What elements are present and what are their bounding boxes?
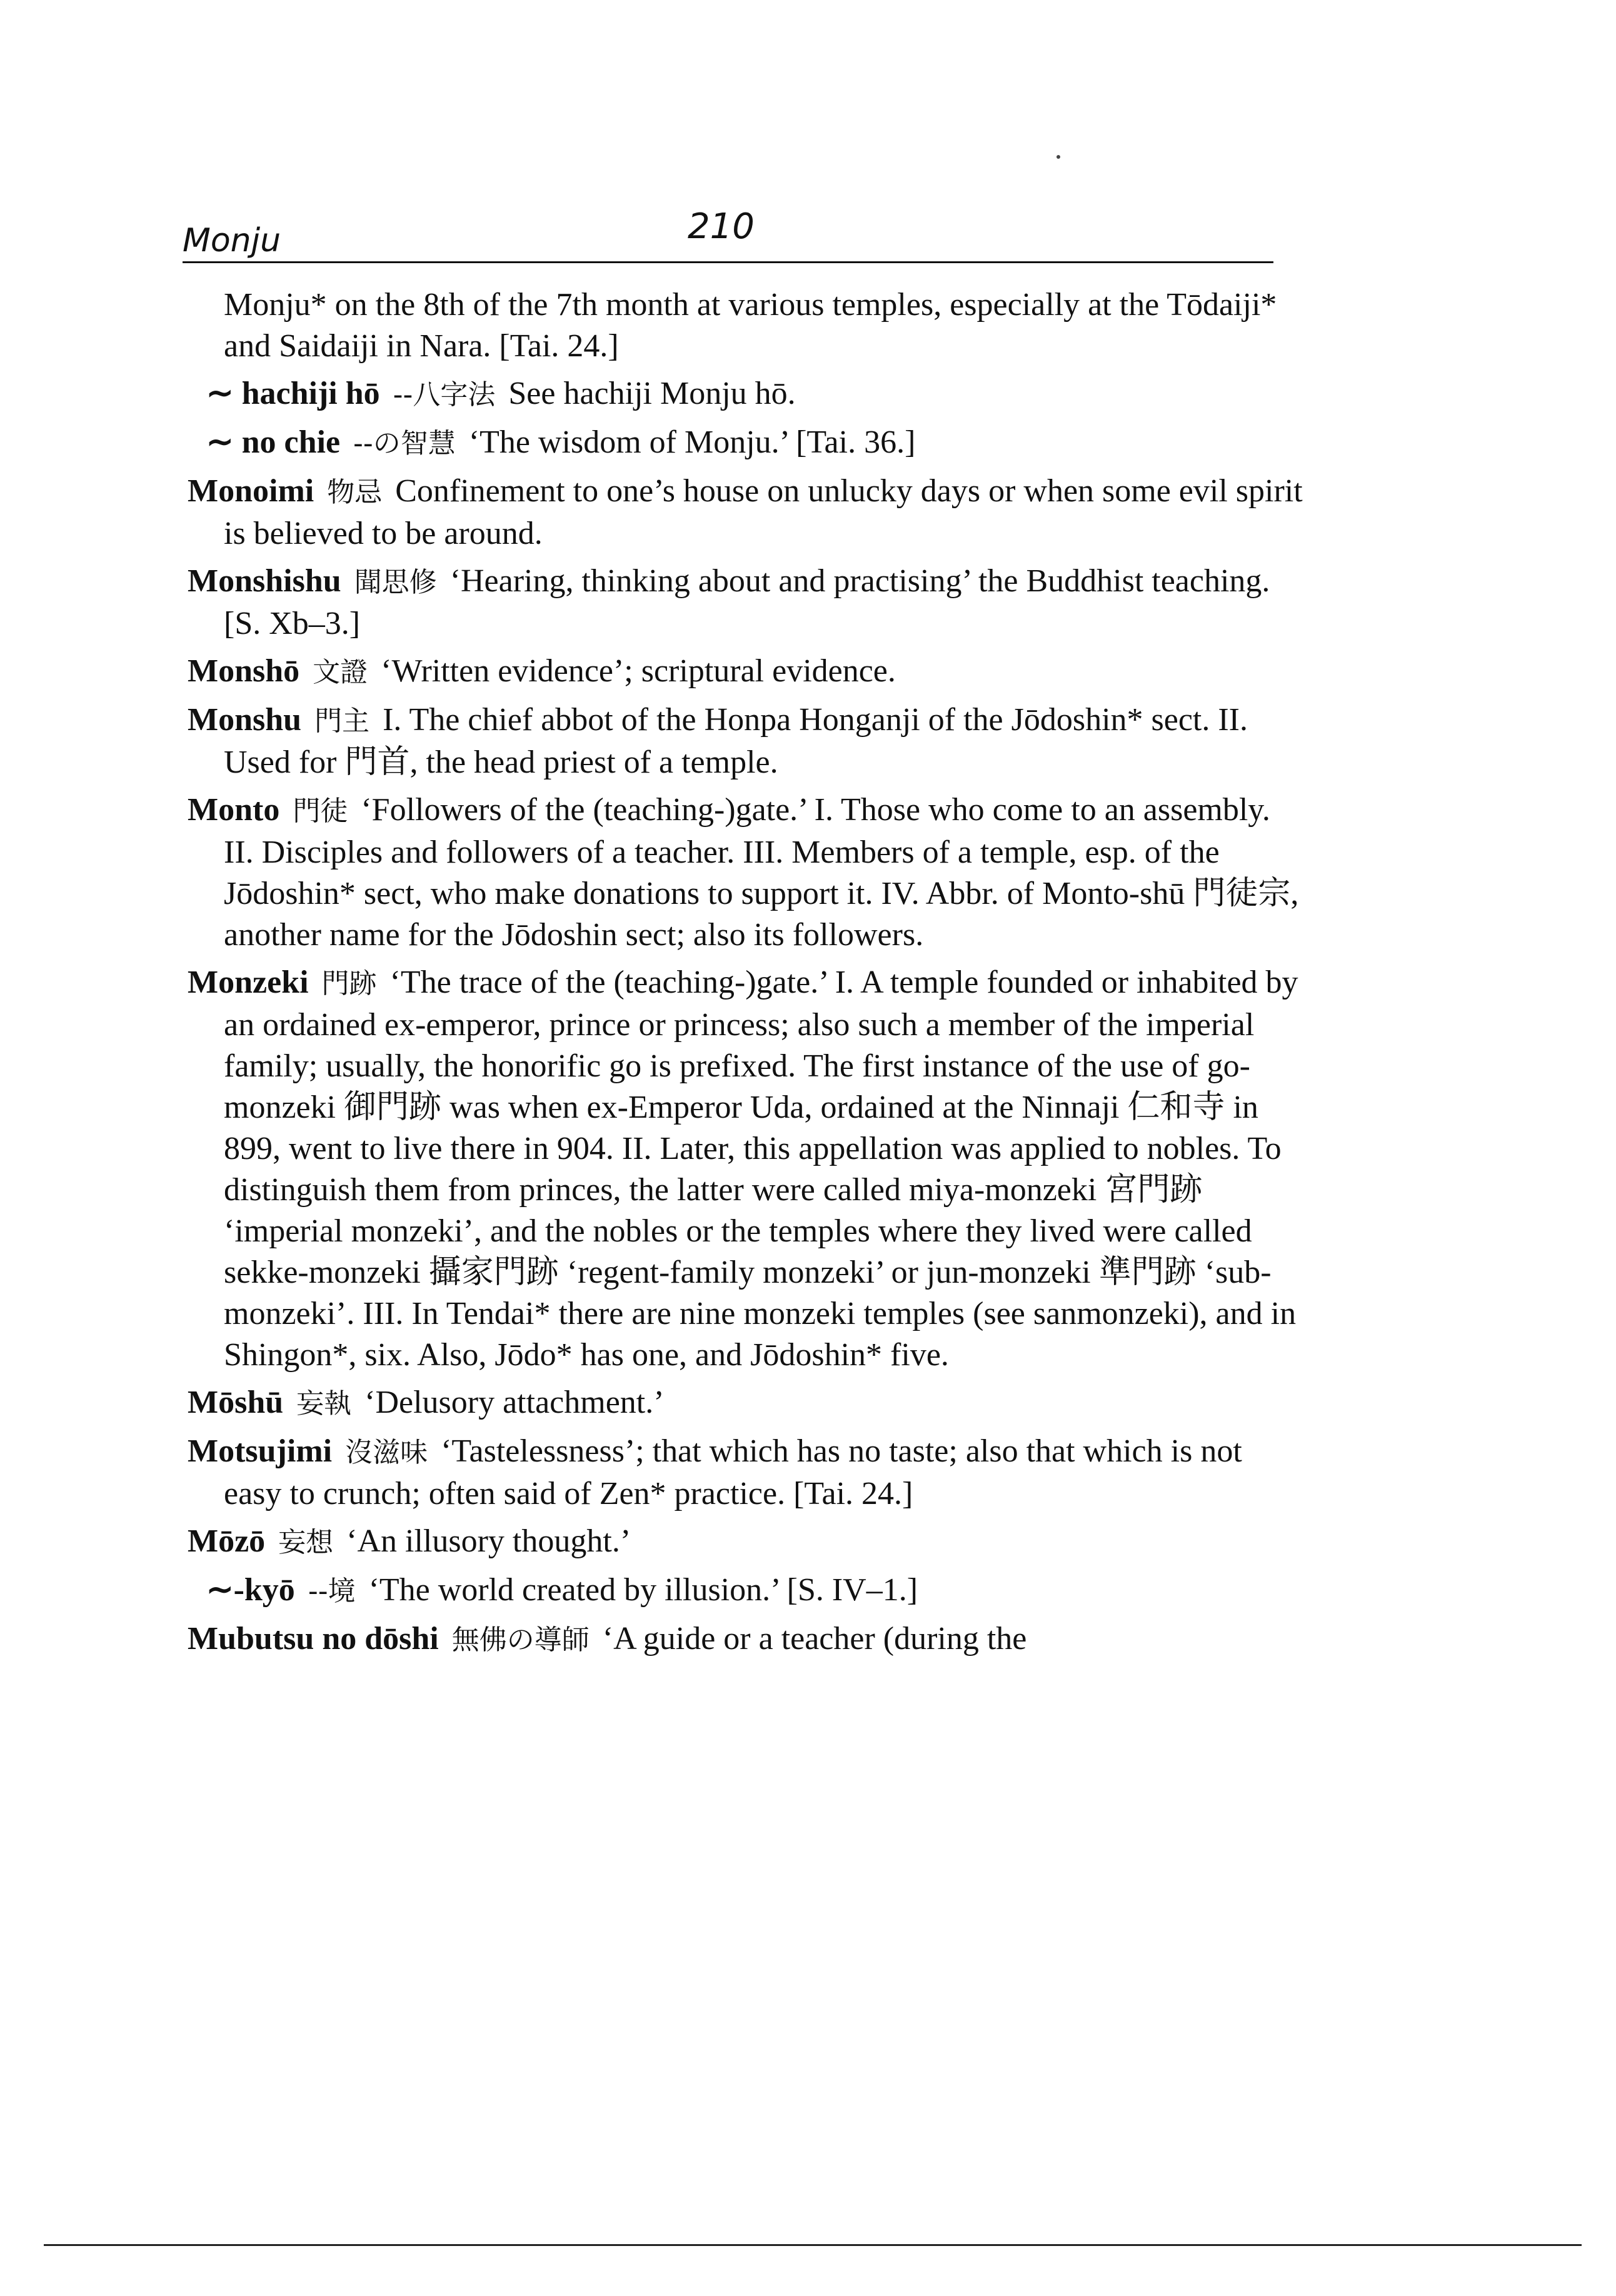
entry-kanji: 妄執 (296, 1388, 352, 1420)
entry-kanji: 無佛の導師 (451, 1624, 590, 1656)
entry-mozo-kyo (188, 1570, 1307, 1612)
entry-kanji: --の智慧 (353, 428, 456, 459)
entry-headword: Mubutsu no dōshi (188, 1621, 439, 1657)
entry-text: ‘Tastelessness’; that which has no taste; also that which is not easy to crunch; often said of Zen* practice. [Tai. 24.] (224, 1433, 1242, 1511)
entry-monto (188, 790, 1307, 956)
entry-kanji: 門主 (314, 705, 370, 737)
entry-headword: Monzeki (188, 965, 309, 1000)
entry-headword: Mōzō (188, 1523, 266, 1559)
entry-headword: Motsujimi (188, 1433, 333, 1469)
entry-headword: Monshishu (188, 563, 341, 599)
entry-text: ‘A guide or a teacher (during the (602, 1621, 1027, 1657)
entry-motsujimi (188, 1431, 1307, 1515)
entry-headword: Monoimi (188, 473, 314, 509)
entry-text: ‘Hearing, thinking about and practising’ the Buddhist teaching. [S. Xb–3.] (224, 563, 1270, 641)
entry-kanji: 沒滋味 (345, 1436, 428, 1468)
entry-mozo (188, 1521, 1307, 1563)
entry-kanji: 門徒 (293, 795, 348, 827)
entry-monzeki (188, 962, 1307, 1376)
entry-kanji: 門跡 (321, 968, 377, 1000)
entry-headword: Mōshū (188, 1385, 284, 1420)
entry-monshishu (188, 561, 1307, 644)
entry-kanji: --境 (308, 1575, 356, 1607)
entry-kanji: 聞思修 (354, 566, 437, 598)
entry-headword: Monshō (188, 653, 300, 689)
entry-text: ‘Written evidence’; scriptural evidence. (381, 653, 896, 689)
entry-text: See hachiji Monju hō. (508, 376, 796, 411)
entry-headword: ∼ hachiji hō (206, 376, 380, 411)
page-number: 210 (688, 206, 755, 247)
scan-speck (1056, 155, 1060, 159)
header-rule (183, 261, 1273, 263)
entry-headword: ∼-kyō (206, 1572, 295, 1608)
entry-text: ‘An illusory thought.’ (346, 1523, 631, 1559)
entry-text: ‘Delusory attachment.’ (364, 1385, 665, 1420)
bottom-rule (44, 2244, 1582, 2246)
entry-headword: ∼ no chie (206, 424, 341, 460)
entry-text: ‘The world created by illusion.’ [S. IV–1.] (368, 1572, 918, 1608)
entry-kanji: 文證 (313, 656, 368, 688)
entry-monoimi (188, 471, 1307, 554)
entry-kanji: 物忌 (327, 476, 383, 508)
running-head: Monju (183, 222, 281, 259)
entry-monshu (188, 699, 1307, 783)
entry-text: Confinement to one’s house on unlucky days or when some evil spirit is believed to be around. (224, 473, 1303, 551)
entry-kanji: 妄想 (278, 1526, 334, 1558)
entry-mubutsu-no-doshi (188, 1618, 1307, 1661)
dictionary-entries (188, 284, 1307, 1667)
entry-monsho (188, 651, 1307, 693)
entry-text: Monju* on the 8th of the 7th month at various temples, especially at the Tōdaiji* and Saidaiji in Nara. [Tai. 24.] (224, 287, 1277, 364)
entry-headword: Monto (188, 792, 280, 828)
entry-headword: Monshu (188, 702, 302, 738)
entry-text: I. The chief abbot of the Honpa Honganji of the Jōdoshin* sect. II. Used for 門首, the head priest of a temple. (224, 702, 1248, 780)
entry-kanji: --八字法 (393, 379, 496, 411)
entry-text: ‘The wisdom of Monju.’ [Tai. 36.] (468, 424, 916, 460)
entry-moshu (188, 1382, 1307, 1425)
entry-monju-continuation (188, 284, 1307, 367)
entry-text: ‘Followers of the (teaching-)gate.’ I. Those who come to an assembly. II. Disciples and followers of a teacher. III. Members of a temple, esp. of the Jōdoshin* sect, who make donations to support it. IV. Abbr. of Monto-shū 門徒宗, another name for the Jōdoshin sect; also its followers. (224, 792, 1299, 953)
entry-no-chie (188, 422, 1307, 464)
entry-hachiji-ho (188, 373, 1307, 416)
entry-text: ‘The trace of the (teaching-)gate.’ I. A temple founded or inhabited by an ordained ex-emperor, prince or princess; also such a member of the imperial family; usually, the honorific go is prefixed. The first instance of the use of go-monzeki 御門跡 was when ex-Emperor Uda, ordained at the Ninnaji 仁和寺 in 899, went to live there in 904. II. Later, this appellation was applied to nobles. To distinguish them from princes, the latter were called miya-monzeki 宮門跡 ‘imperial monzeki’, and the nobles or the temples where they lived were called sekke-monzeki 攝家門跡 ‘regent-family monzeki’ or jun-monzeki 準門跡 ‘sub-monzeki’. III. In Tendai* there are nine monzeki temples (see sanmonzeki), and in Shingon*, six. Also, Jōdo* has one, and Jōdoshin* five. (224, 965, 1298, 1373)
